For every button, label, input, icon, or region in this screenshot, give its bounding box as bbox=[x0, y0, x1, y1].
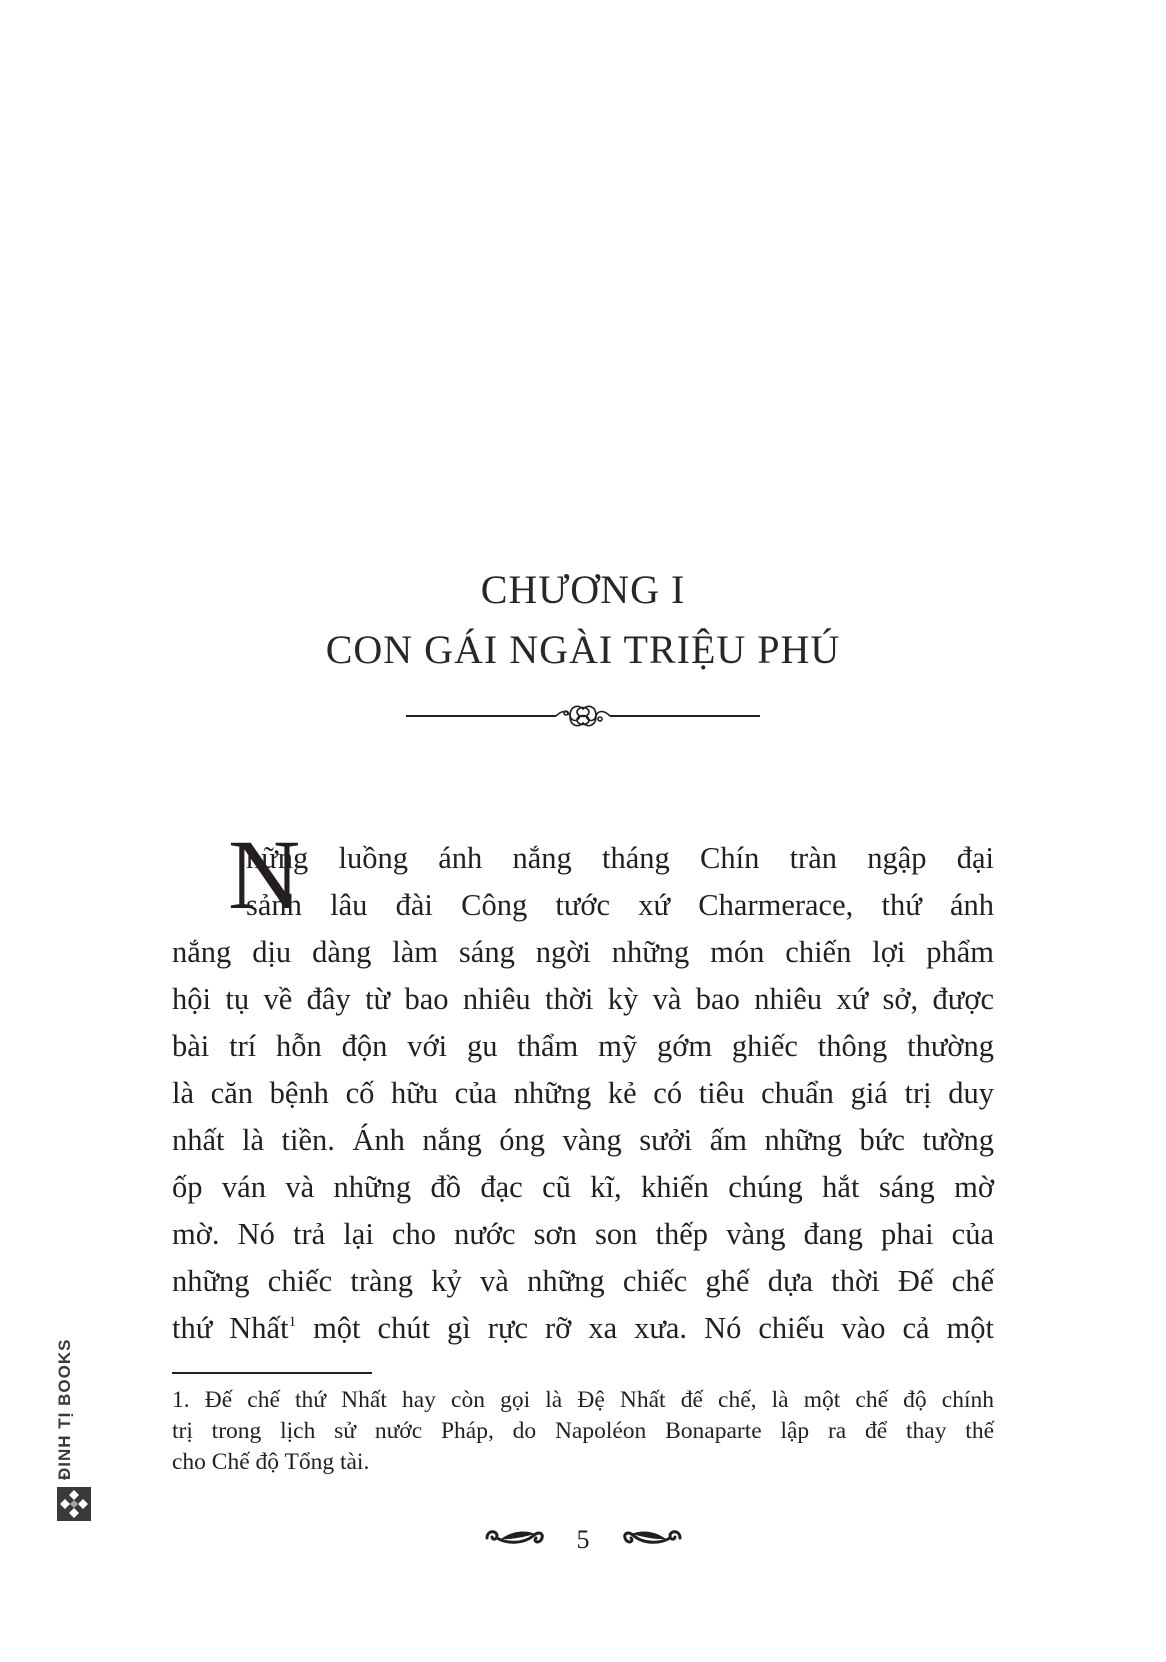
scroll-ornament-icon bbox=[483, 1524, 547, 1552]
body-line: mờ. Nó trả lại cho nước sơn son thếp vàng đang phai của bbox=[172, 1217, 994, 1251]
body-line: bài trí hỗn độn với gu thẩm mỹ gớm ghiếc thông thường bbox=[172, 1029, 994, 1063]
body-line: hội tụ về đây từ bao nhiêu thời kỳ và bao nhiêu xứ sở, được bbox=[172, 982, 994, 1016]
body-line: là căn bệnh cố hữu của những kẻ có tiêu chuẩn giá trị duy bbox=[172, 1076, 994, 1110]
footnote bbox=[172, 1385, 994, 1478]
flourish-ornament-icon bbox=[404, 700, 762, 732]
body-line: ốp ván và những đồ đạc cũ kĩ, khiến chúng hắt sáng mờ bbox=[172, 1170, 994, 1204]
footnote-reference[interactable]: 1 bbox=[288, 1314, 297, 1330]
body-text-fragment: thứ Nhất bbox=[172, 1311, 289, 1345]
page-number: 5 bbox=[576, 1525, 590, 1554]
body-line: sảnh lâu đài Công tước xứ Charmerace, thứ ánh bbox=[246, 888, 994, 922]
chapter-title: CON GÁI NGÀI TRIỆU PHÚ bbox=[325, 627, 841, 672]
footnote-line: trị trong lịch sử nước Pháp, do Napoléon Bonaparte lập ra để thay thế bbox=[172, 1418, 994, 1444]
chapter-number: CHƯƠNG I bbox=[480, 567, 686, 612]
body-line: những chiếc tràng kỷ và những chiếc ghế dựa thời Đế chế bbox=[172, 1264, 994, 1298]
body-line: nhất là tiền. Ánh nắng óng vàng sưởi ấm những bức tường bbox=[172, 1123, 994, 1157]
body-paragraph bbox=[172, 819, 995, 1352]
scroll-ornament-icon bbox=[620, 1524, 684, 1552]
footnote-line: cho Chế độ Tổng tài. bbox=[172, 1449, 370, 1475]
body-text-fragment: một chút gì rực rỡ xa xưa. Nó chiếu vào cả một bbox=[296, 1311, 995, 1345]
diamond-lattice-logo-icon bbox=[56, 1486, 92, 1522]
footnote-divider bbox=[172, 1372, 372, 1374]
publisher-name: ĐINH TỊ BOOKS bbox=[55, 1338, 74, 1480]
footnote-line: 1. Đế chế thứ Nhất hay còn gọi là Đệ Nhất đế chế, là một chế độ chính bbox=[172, 1387, 994, 1413]
body-line-last bbox=[172, 1305, 994, 1352]
drop-cap: N bbox=[228, 819, 301, 930]
body-line: hững luồng ánh nắng tháng Chín tràn ngập đại bbox=[246, 841, 994, 875]
body-line: nắng dịu dàng làm sáng ngời những món chiến lợi phẩm bbox=[172, 935, 994, 969]
